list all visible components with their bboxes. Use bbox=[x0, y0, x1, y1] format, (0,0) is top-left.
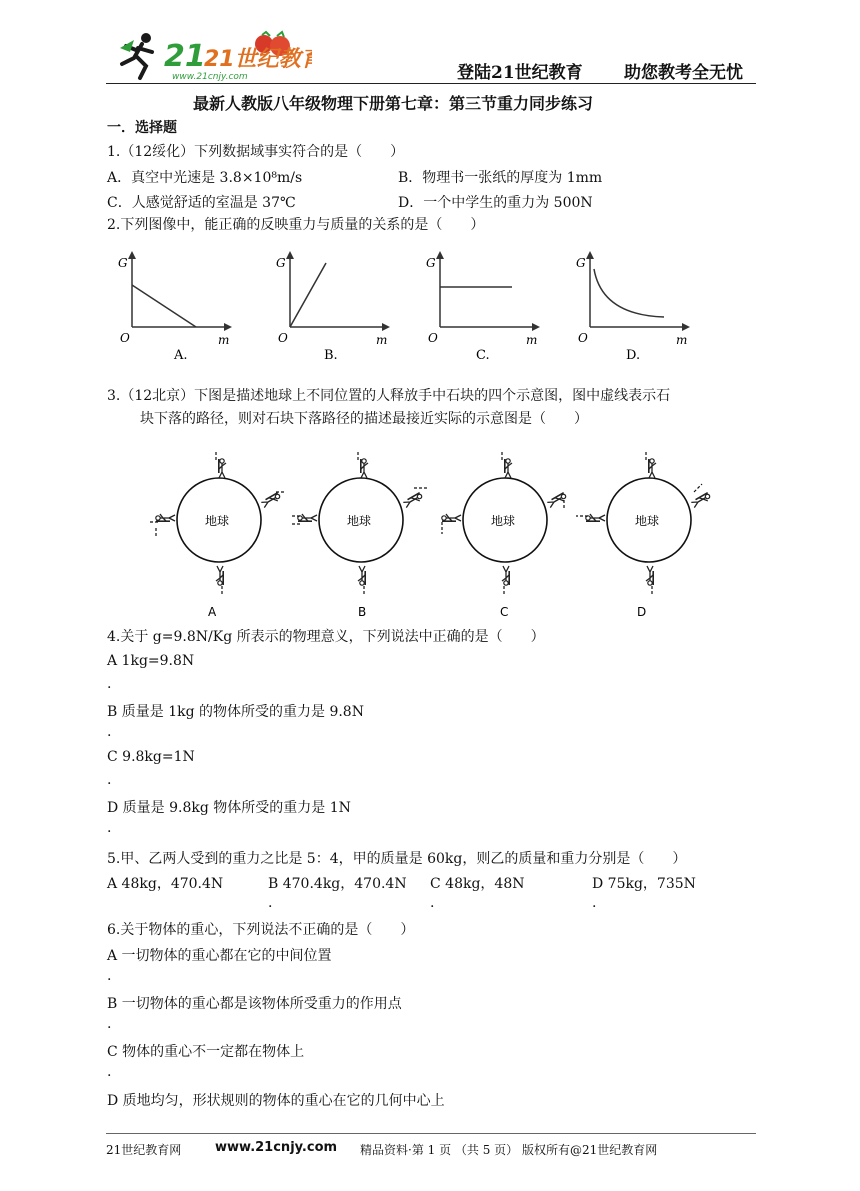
graph-c bbox=[426, 251, 540, 363]
footer-url[interactable]: www.21cnjy.com bbox=[215, 1140, 338, 1155]
earth-a bbox=[150, 452, 286, 619]
svg-text:G: G bbox=[426, 256, 436, 270]
graph-d bbox=[576, 251, 690, 363]
svg-text:G: G bbox=[576, 256, 586, 270]
logo-url: www.21cnjy.com bbox=[172, 72, 248, 82]
option-label: B bbox=[358, 605, 367, 619]
option-d: D．一个中学生的重力为 500N bbox=[398, 195, 593, 211]
question-stem: 6.关于物体的重心，下列说法不正确的是（ ） bbox=[107, 922, 415, 938]
earth-figure bbox=[140, 448, 720, 623]
footer-info: 精品资料·第 1 页 （共 5 页） 版权所有@21世纪教育网 bbox=[360, 1143, 658, 1157]
option-c: C 物体的重心不一定都在物体上 bbox=[107, 1044, 305, 1060]
option-d: D 75kg，735N bbox=[592, 876, 696, 892]
graph-b bbox=[276, 251, 390, 363]
option-a: A 一切物体的重心都在它的中间位置 bbox=[107, 948, 332, 964]
option-a: A 1kg=9.8N bbox=[107, 653, 195, 669]
svg-text:O: O bbox=[428, 331, 438, 345]
option-dot: . bbox=[107, 820, 112, 836]
logo-text: 21世纪教育 bbox=[204, 47, 312, 72]
svg-text:地球: 地球 bbox=[205, 514, 230, 528]
option-dot: . bbox=[592, 895, 597, 911]
axis-label-g: G bbox=[118, 256, 128, 270]
gm-graphs-figure bbox=[110, 245, 700, 365]
svg-text:地球: 地球 bbox=[491, 514, 516, 528]
option-c: C．人感觉舒适的室温是 37℃ bbox=[107, 195, 296, 211]
question-stem: 1.（12绥化）下列数据域事实符合的是（ ） bbox=[107, 144, 405, 160]
svg-text:地球: 地球 bbox=[635, 514, 660, 528]
earth-d bbox=[576, 452, 711, 619]
svg-text:C.: C. bbox=[476, 348, 490, 363]
option-b: B 470.4kg，470.4N bbox=[268, 876, 407, 892]
option-b: B 一切物体的重心都是该物体所受重力的作用点 bbox=[107, 996, 402, 1012]
option-c: C 48kg，48N bbox=[430, 876, 525, 892]
option-a: A．真空中光速是 3.8×10⁸m/s bbox=[107, 170, 303, 186]
origin-label: O bbox=[120, 331, 130, 345]
option-dot: . bbox=[107, 772, 112, 788]
svg-text:G: G bbox=[276, 256, 286, 270]
option-dot: . bbox=[107, 724, 112, 740]
option-label: C bbox=[500, 605, 509, 619]
earth-c bbox=[442, 452, 568, 619]
svg-text:m: m bbox=[526, 333, 538, 347]
axis-label-m: m bbox=[218, 333, 230, 347]
option-a: A 48kg，470.4N bbox=[107, 876, 224, 892]
logo[interactable] bbox=[112, 26, 312, 82]
logo-icon bbox=[112, 26, 312, 82]
option-c: C 9.8kg=1N bbox=[107, 749, 195, 765]
svg-text:地球: 地球 bbox=[347, 514, 372, 528]
question-stem: 4.关于 g=9.8N/Kg 所表示的物理意义，下列说法中正确的是（ ） bbox=[107, 629, 545, 645]
option-dot: . bbox=[430, 895, 435, 911]
option-dot: . bbox=[268, 895, 273, 911]
option-label: A bbox=[208, 605, 217, 619]
graph-label: A. bbox=[174, 348, 188, 363]
svg-text:m: m bbox=[376, 333, 388, 347]
option-d: D 质地均匀，形状规则的物体的重心在它的几何中心上 bbox=[107, 1093, 445, 1109]
header-slogan-1: 登陆21世纪教育 bbox=[457, 63, 583, 83]
question-stem: 2.下列图像中，能正确的反映重力与质量的关系的是（ ） bbox=[107, 217, 485, 233]
svg-text:B.: B. bbox=[324, 348, 338, 363]
page-title: 最新人教版八年级物理下册第七章：第三节重力同步练习 bbox=[193, 94, 594, 113]
option-dot: . bbox=[107, 968, 112, 984]
svg-text:O: O bbox=[578, 331, 588, 345]
option-b: B．物理书一张纸的厚度为 1mm bbox=[398, 170, 603, 186]
question-stem-line-1: 3.（12北京）下图是描述地球上不同位置的人释放手中石块的四个示意图，图中虚线表示石 bbox=[107, 388, 671, 404]
option-dot: . bbox=[107, 1064, 112, 1080]
option-dot: . bbox=[107, 676, 112, 692]
svg-text:m: m bbox=[676, 333, 688, 347]
graph-a bbox=[118, 251, 232, 363]
question-stem: 5.甲、乙两人受到的重力之比是 5：4，甲的质量是 60kg，则乙的质量和重力分别是（ ） bbox=[107, 851, 687, 867]
question-stem-line-2: 块下落的路径，则对石块下落路径的描述最接近实际的示意图是（ ） bbox=[140, 411, 588, 427]
svg-text:O: O bbox=[278, 331, 288, 345]
footer-divider bbox=[106, 1133, 756, 1134]
header-slogan-2: 助您教考全无忧 bbox=[624, 63, 743, 83]
option-dot: . bbox=[107, 1016, 112, 1032]
svg-text:21: 21 bbox=[164, 39, 206, 74]
option-label: D bbox=[637, 605, 647, 619]
option-d: D 质量是 9.8kg 物体所受的重力是 1N bbox=[107, 800, 351, 816]
earth-b bbox=[292, 452, 428, 619]
header-divider bbox=[106, 83, 756, 84]
footer-site: 21世纪教育网 bbox=[106, 1143, 182, 1157]
section-heading: 一．选择题 bbox=[107, 120, 177, 136]
option-b: B 质量是 1kg 的物体所受的重力是 9.8N bbox=[107, 704, 364, 720]
svg-text:D.: D. bbox=[626, 348, 641, 363]
